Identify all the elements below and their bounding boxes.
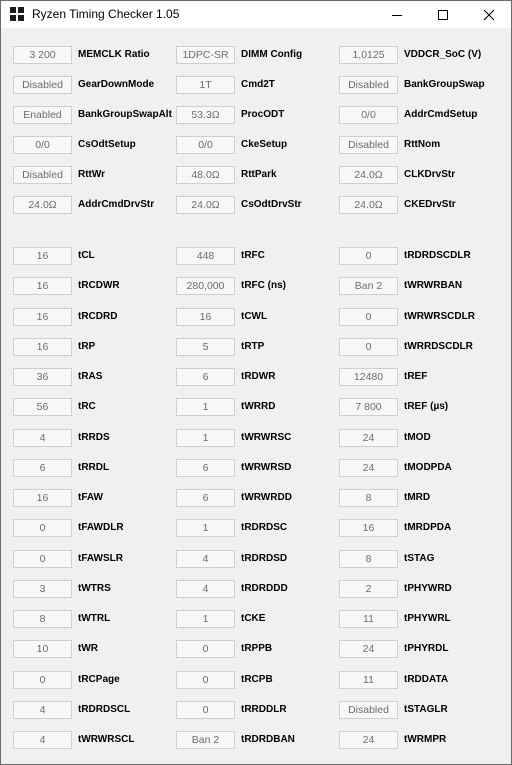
csodtsetup-label: CsOdtSetup xyxy=(78,139,136,150)
twrwrscdlr-label: tWRWRSCDLR xyxy=(404,311,475,322)
close-icon xyxy=(483,9,495,21)
trp-label: tRP xyxy=(78,341,96,352)
tras-field[interactable]: 36 xyxy=(13,368,72,386)
trdwr-field[interactable]: 6 xyxy=(176,368,235,386)
twrmpr-field[interactable]: 24 xyxy=(339,731,398,749)
tfawdlr-field[interactable]: 0 xyxy=(13,519,72,537)
tphywrd-label: tPHYWRD xyxy=(404,583,452,594)
rttnom-field[interactable]: Disabled xyxy=(339,136,398,154)
trdrdscdlr-field[interactable]: 0 xyxy=(339,247,398,265)
trdrdscl-label: tRDRDSCL xyxy=(78,704,131,715)
tfawslr-field[interactable]: 0 xyxy=(13,550,72,568)
trrdl-field[interactable]: 6 xyxy=(13,459,72,477)
twrwrsc-label: tWRWRSC xyxy=(241,432,292,443)
tref-field[interactable]: 12480 xyxy=(339,368,398,386)
window-title: Ryzen Timing Checker 1.05 xyxy=(32,7,180,21)
twrwrdd-label: tWRWRDD xyxy=(241,492,292,503)
addrcmddrvstr-label: AddrCmdDrvStr xyxy=(78,199,155,210)
rttwr-field[interactable]: Disabled xyxy=(13,166,72,184)
tmod-label: tMOD xyxy=(404,432,431,443)
twrwrsd-field[interactable]: 6 xyxy=(176,459,235,477)
trdrdban-field[interactable]: Ban 2 xyxy=(176,731,235,749)
twr-field[interactable]: 10 xyxy=(13,640,72,658)
bankgroupswapalt-field[interactable]: Enabled xyxy=(13,106,72,124)
app-icon xyxy=(10,7,25,22)
twrwrsc-field[interactable]: 1 xyxy=(176,429,235,447)
rttpark-field[interactable]: 48.0Ω xyxy=(176,166,235,184)
tcl-label: tCL xyxy=(78,250,95,261)
ckedrvstr-label: CKEDrvStr xyxy=(404,199,456,210)
addrcmddrvstr-field[interactable]: 24.0Ω xyxy=(13,196,72,214)
csodtdrvstr-field[interactable]: 24.0Ω xyxy=(176,196,235,214)
trrddlr-label: tRRDDLR xyxy=(241,704,287,715)
memclk-ratio-field[interactable]: 3 200 xyxy=(13,46,72,64)
trfc-ns-label: tRFC (ns) xyxy=(241,280,286,291)
trfc-label: tRFC xyxy=(241,250,265,261)
twtrs-label: tWTRS xyxy=(78,583,111,594)
ckedrvstr-field[interactable]: 24.0Ω xyxy=(339,196,398,214)
trddata-field[interactable]: 11 xyxy=(339,671,398,689)
bankgroupswap-field[interactable]: Disabled xyxy=(339,76,398,94)
trdrdsc-label: tRDRDSC xyxy=(241,522,288,533)
tref-us-label: tREF (µs) xyxy=(404,401,449,412)
trcdwr-field[interactable]: 16 xyxy=(13,277,72,295)
title-bar[interactable] xyxy=(1,1,511,28)
trrdl-label: tRRDL xyxy=(78,462,110,473)
tref-label: tREF xyxy=(404,371,428,382)
cmd2t-field[interactable]: 1T xyxy=(176,76,235,94)
tmrdpda-field[interactable]: 16 xyxy=(339,519,398,537)
addrcmdsetup-field[interactable]: 0/0 xyxy=(339,106,398,124)
twr-label: tWR xyxy=(78,643,98,654)
trtp-field[interactable]: 5 xyxy=(176,338,235,356)
tcwl-label: tCWL xyxy=(241,311,268,322)
trtp-label: tRTP xyxy=(241,341,265,352)
tstaglr-field[interactable]: Disabled xyxy=(339,701,398,719)
cmd2t-label: Cmd2T xyxy=(241,79,275,90)
procodt-label: ProcODT xyxy=(241,109,285,120)
trdrdscdlr-label: tRDRDSCDLR xyxy=(404,250,471,261)
tmodpda-field[interactable]: 24 xyxy=(339,459,398,477)
tcl-field[interactable]: 16 xyxy=(13,247,72,265)
geardownmode-label: GearDownMode xyxy=(78,79,155,90)
trdrddd-label: tRDRDDD xyxy=(241,583,288,594)
trppb-field[interactable]: 0 xyxy=(176,640,235,658)
trc-label: tRC xyxy=(78,401,96,412)
trfc-field[interactable]: 448 xyxy=(176,247,235,265)
clkdrvstr-label: CLKDrvStr xyxy=(404,169,456,180)
rttpark-label: RttPark xyxy=(241,169,277,180)
twrrdscdlr-label: tWRRDSCDLR xyxy=(404,341,473,352)
geardownmode-field[interactable]: Disabled xyxy=(13,76,72,94)
trdrddd-field[interactable]: 4 xyxy=(176,580,235,598)
ckesetup-field[interactable]: 0/0 xyxy=(176,136,235,154)
tfaw-label: tFAW xyxy=(78,492,103,503)
maximize-button[interactable] xyxy=(420,1,466,28)
trcpage-field[interactable]: 0 xyxy=(13,671,72,689)
tphyrdl-field[interactable]: 24 xyxy=(339,640,398,658)
trdrdsd-field[interactable]: 4 xyxy=(176,550,235,568)
ckesetup-label: CkeSetup xyxy=(241,139,288,150)
tphywrd-field[interactable]: 2 xyxy=(339,580,398,598)
trc-field[interactable]: 56 xyxy=(13,398,72,416)
minimize-button[interactable] xyxy=(374,1,420,28)
timings-panel xyxy=(1,28,511,764)
tras-label: tRAS xyxy=(78,371,103,382)
twrwrban-label: tWRWRBAN xyxy=(404,280,463,291)
tphywrl-label: tPHYWRL xyxy=(404,613,451,624)
vddcr-soc-v-field[interactable]: 1,0125 xyxy=(339,46,398,64)
vddcr-soc-v-label: VDDCR_SoC (V) xyxy=(404,49,482,60)
trddata-label: tRDDATA xyxy=(404,674,449,685)
trdrdscl-field[interactable]: 4 xyxy=(13,701,72,719)
rttnom-label: RttNom xyxy=(404,139,441,150)
trrds-field[interactable]: 4 xyxy=(13,429,72,447)
csodtsetup-field[interactable]: 0/0 xyxy=(13,136,72,154)
tmod-field[interactable]: 24 xyxy=(339,429,398,447)
twrwrsd-label: tWRWRSD xyxy=(241,462,292,473)
trcpage-label: tRCPage xyxy=(78,674,120,685)
tcwl-field[interactable]: 16 xyxy=(176,308,235,326)
tmrdpda-label: tMRDPDA xyxy=(404,522,452,533)
dimm-config-label: DIMM Config xyxy=(241,49,303,60)
twrmpr-label: tWRMPR xyxy=(404,734,447,745)
tphyrdl-label: tPHYRDL xyxy=(404,643,449,654)
trppb-label: tRPPB xyxy=(241,643,273,654)
trrddlr-field[interactable]: 0 xyxy=(176,701,235,719)
twtrs-field[interactable]: 3 xyxy=(13,580,72,598)
twrwrscl-label: tWRWRSCL xyxy=(78,734,135,745)
trcdwr-label: tRCDWR xyxy=(78,280,120,291)
trdrdsd-label: tRDRDSD xyxy=(241,553,288,564)
tstag-field[interactable]: 8 xyxy=(339,550,398,568)
tmodpda-label: tMODPDA xyxy=(404,462,452,473)
twrrd-field[interactable]: 1 xyxy=(176,398,235,416)
dimm-config-field[interactable]: 1DPC-SR xyxy=(176,46,235,64)
trfc-ns-field[interactable]: 280,000 xyxy=(176,277,235,295)
tphywrl-field[interactable]: 11 xyxy=(339,610,398,628)
trdrdsc-field[interactable]: 1 xyxy=(176,519,235,537)
twtrl-field[interactable]: 8 xyxy=(13,610,72,628)
trcpb-field[interactable]: 0 xyxy=(176,671,235,689)
tstag-label: tSTAG xyxy=(404,553,435,564)
trdrdban-label: tRDRDBAN xyxy=(241,734,295,745)
twrwrscl-field[interactable]: 4 xyxy=(13,731,72,749)
tfawslr-label: tFAWSLR xyxy=(78,553,123,564)
tcke-field[interactable]: 1 xyxy=(176,610,235,628)
trcpb-label: tRCPB xyxy=(241,674,273,685)
twrwrscdlr-field[interactable]: 0 xyxy=(339,308,398,326)
twtrl-label: tWTRL xyxy=(78,613,111,624)
twrrdscdlr-field[interactable]: 0 xyxy=(339,338,398,356)
tref-us-field[interactable]: 7 800 xyxy=(339,398,398,416)
procodt-field[interactable]: 53.3Ω xyxy=(176,106,235,124)
tcke-label: tCKE xyxy=(241,613,266,624)
tfawdlr-label: tFAWDLR xyxy=(78,522,124,533)
twrwrdd-field[interactable]: 6 xyxy=(176,489,235,507)
bankgroupswap-label: BankGroupSwap xyxy=(404,79,485,90)
addrcmdsetup-label: AddrCmdSetup xyxy=(404,109,478,120)
tstaglr-label: tSTAGLR xyxy=(404,704,448,715)
maximize-icon xyxy=(437,9,449,21)
trcdrd-label: tRCDRD xyxy=(78,311,118,322)
trdwr-label: tRDWR xyxy=(241,371,276,382)
minimize-icon xyxy=(391,9,403,21)
tmrd-label: tMRD xyxy=(404,492,431,503)
rttwr-label: RttWr xyxy=(78,169,106,180)
trcdrd-field[interactable]: 16 xyxy=(13,308,72,326)
csodtdrvstr-label: CsOdtDrvStr xyxy=(241,199,302,210)
close-button[interactable] xyxy=(466,1,512,28)
twrrd-label: tWRRD xyxy=(241,401,276,412)
trrds-label: tRRDS xyxy=(78,432,110,443)
clkdrvstr-field[interactable]: 24.0Ω xyxy=(339,166,398,184)
memclk-ratio-label: MEMCLK Ratio xyxy=(78,49,150,60)
tfaw-field[interactable]: 16 xyxy=(13,489,72,507)
bankgroupswapalt-label: BankGroupSwapAlt xyxy=(78,109,172,120)
tmrd-field[interactable]: 8 xyxy=(339,489,398,507)
trp-field[interactable]: 16 xyxy=(13,338,72,356)
twrwrban-field[interactable]: Ban 2 xyxy=(339,277,398,295)
